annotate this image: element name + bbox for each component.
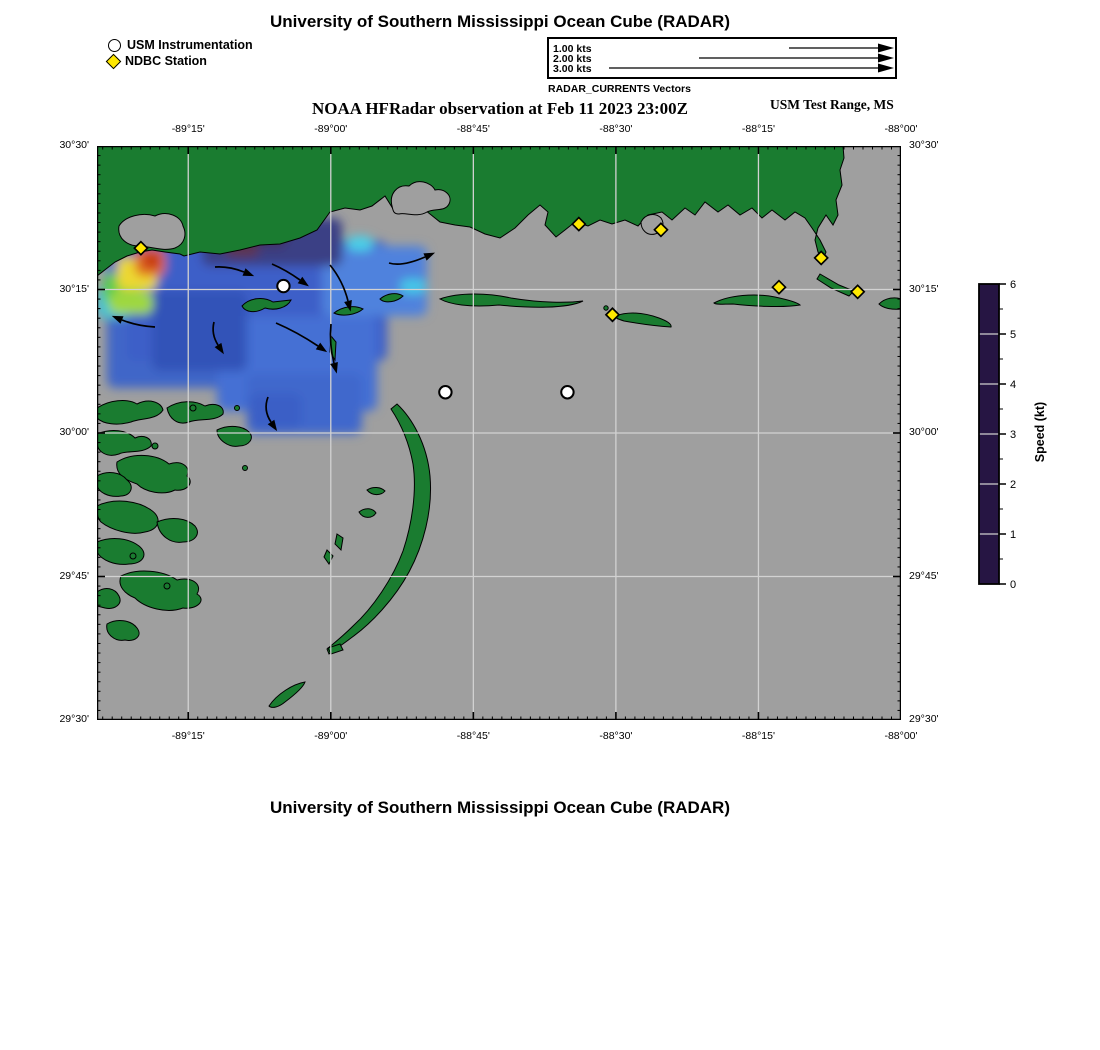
vector-scale-label: 1.00 kts <box>553 43 592 55</box>
axis-tick-label: -88°15' <box>741 730 775 742</box>
vector-scale-caption: RADAR_CURRENTS Vectors <box>548 83 691 95</box>
observation-subtitle: NOAA HFRadar observation at Feb 11 2023 23:00Z <box>311 99 689 118</box>
axis-tick-label: 29°30' <box>59 713 89 725</box>
legend-row-ndbc <box>108 53 253 69</box>
colorbar-canvas <box>975 280 1037 596</box>
colorbar-tick-label: 3 <box>1010 429 1017 441</box>
colorbar-tick-label: 5 <box>1010 329 1017 341</box>
axis-tick-label: 30°00' <box>909 426 939 438</box>
colorbar-tick-label: 6 <box>1010 280 1017 291</box>
axis-tick-label: -89°00' <box>314 730 348 742</box>
axis-tick-label: -88°30' <box>599 123 633 135</box>
axis-tick-label: 30°30' <box>909 139 939 151</box>
vector-scale-arrows <box>549 39 895 77</box>
vector-scale-arrowhead <box>878 54 894 63</box>
marsh-dot <box>152 443 158 449</box>
map-canvas <box>97 146 901 720</box>
axis-tick-label: 30°15' <box>59 282 89 295</box>
ndbc-diamond-icon <box>106 53 122 69</box>
usm-instrument-marker <box>439 386 451 398</box>
speed-field-cell <box>143 252 161 268</box>
colorbar-tick-label: 0 <box>1010 579 1017 591</box>
legend-row-usm <box>108 37 253 53</box>
marsh-dot <box>130 553 136 559</box>
speed-field-cell <box>152 291 247 371</box>
axis-tick-label: -88°30' <box>599 730 633 742</box>
colorbar-tick-label: 4 <box>1010 379 1017 391</box>
colorbar-axis-label: Speed (kt) <box>1033 401 1048 463</box>
axis-tick-label: -89°00' <box>314 123 348 135</box>
vector-scale-arrowhead <box>878 44 894 53</box>
map-plot-area <box>97 146 901 720</box>
axis-tick-label: -88°00' <box>884 730 918 742</box>
colorbar-tick-label: 1 <box>1010 529 1017 541</box>
vector-scale-box <box>547 37 897 79</box>
marsh-dot <box>164 583 170 589</box>
usm-instrument-marker <box>277 280 289 292</box>
axis-tick-label: 29°30' <box>909 713 939 725</box>
axis-tick-label: -88°45' <box>456 123 490 135</box>
bay-west-inlet <box>119 214 185 250</box>
colorbar <box>975 280 1037 596</box>
axis-tick-label: 29°45' <box>909 569 939 582</box>
marker-legend <box>108 37 253 69</box>
speed-field-cell <box>400 279 426 294</box>
axis-tick-label: -88°15' <box>741 123 775 135</box>
vector-scale-label: 2.00 kts <box>553 53 592 65</box>
axis-tick-label: 29°45' <box>59 569 89 582</box>
marsh-dot <box>190 405 196 411</box>
page-title-top: University of Southern Mississippi Ocean Cube (RADAR) <box>269 12 730 31</box>
axis-tick-label: 30°30' <box>59 139 89 151</box>
vector-scale-label: 3.00 kts <box>553 63 592 75</box>
axis-tick-label: 30°15' <box>909 282 939 295</box>
marsh-dot <box>243 466 248 471</box>
marsh-dot <box>235 406 240 411</box>
usm-circle-icon <box>108 39 121 52</box>
axis-tick-label: -88°45' <box>456 730 490 742</box>
test-range-label: USM Test Range, MS <box>770 97 894 112</box>
axis-tick-label: 30°00' <box>59 426 89 438</box>
axis-tick-label: -88°00' <box>884 123 918 135</box>
legend-label-ndbc: NDBC Station <box>125 54 207 68</box>
axis-tick-label: -89°15' <box>171 730 205 742</box>
speed-field-cell <box>109 292 153 314</box>
islet-dot <box>604 306 608 310</box>
legend-label-usm: USM Instrumentation <box>127 38 253 52</box>
page-title-bottom: University of Southern Mississippi Ocean Cube (RADAR) <box>269 798 730 817</box>
colorbar-tick-label: 2 <box>1010 479 1017 491</box>
axis-tick-label: -89°15' <box>171 123 205 135</box>
speed-field-cell <box>347 236 373 251</box>
vector-scale-arrowhead <box>878 64 894 73</box>
usm-instrument-marker <box>561 386 573 398</box>
